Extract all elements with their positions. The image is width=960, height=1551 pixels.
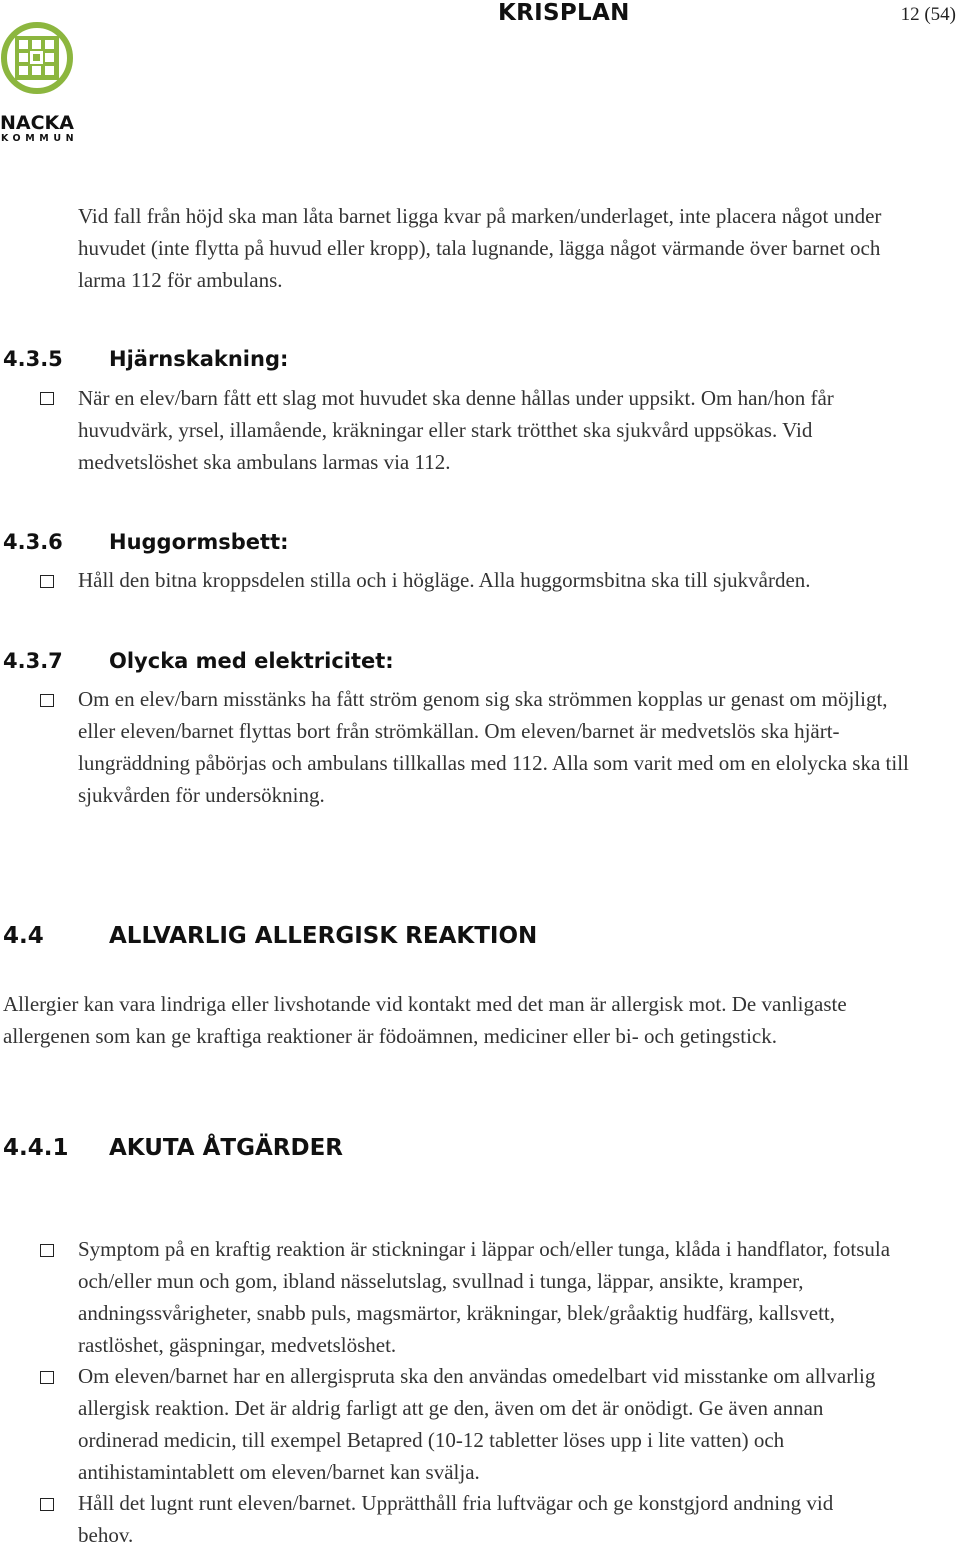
checkbox-bullet-icon bbox=[40, 1371, 54, 1384]
heading-number: 4.4 bbox=[3, 923, 44, 949]
list-item: Om eleven/barnet har en allergispruta ska den användas omedelbart vid misstanke om allvarlig allergisk reaktion. Det är aldrig farligt att ge den, även om det är onödigt. Ge även annan ordinerad medicin, till exempel Betapred (10-12 tabletter löses upp i lite vatten) och antihistamintablett om eleven/barnet kan svälja. bbox=[78, 1364, 876, 1484]
intro-paragraph: Vid fall från höjd ska man låta barnet ligga kvar på marken/underlaget, inte placera något under huvudet (inte flytta på huvud eller kropp), tala lugnande, lägga något värmande över barnet och larma 112 för ambulans. bbox=[78, 204, 882, 292]
checkbox-bullet-icon bbox=[40, 392, 54, 405]
list-item: Håll det lugnt runt eleven/barnet. Upprätthåll fria luftvägar och ge konstgjord andning vid behov. bbox=[78, 1491, 834, 1547]
logo-sub: KOMMUN bbox=[1, 133, 79, 144]
list-item: Symptom på en kraftig reaktion är stickningar i läppar och/eller tunga, klåda i handflator, fotsula och/eller mun och gom, ibland nässelutslag, svullnad i tunga, läppar, ansikte, kramper, andningssvårigheter, snabb puls, magsmärtor, kräkningar, blek/gråaktig hudfärg, kallsvett, rastlöshet, gäspningar, medvetslöshet. bbox=[78, 1237, 891, 1357]
hjarnskakning-text: När en elev/barn fått ett slag mot huvudet ska denne hållas under uppsikt. Om han/hon får huvudvärk, yrsel, illamående, kräkningar eller stark trötthet ska sjukvård uppsökas. Vid medvetslöshet ska ambulans larmas via 112. bbox=[78, 386, 834, 474]
heading-number: 4.3.6 bbox=[3, 530, 63, 554]
checkbox-bullet-icon bbox=[40, 1244, 54, 1257]
heading-text: Olycka med elektricitet: bbox=[109, 649, 394, 673]
checkbox-bullet-icon bbox=[40, 1498, 54, 1511]
heading-text: ALLVARLIG ALLERGISK REAKTION bbox=[109, 923, 538, 949]
heading-number: 4.3.5 bbox=[3, 347, 63, 371]
nacka-emblem-icon bbox=[0, 20, 74, 96]
heading-text: Hjärnskakning: bbox=[109, 347, 289, 371]
logo-name: NACKA bbox=[0, 112, 74, 134]
checkbox-bullet-icon bbox=[40, 575, 54, 588]
document-title: KRISPLAN bbox=[498, 0, 630, 26]
heading-text: AKUTA ÅTGÄRDER bbox=[109, 1135, 343, 1161]
nacka-kommun-logo bbox=[0, 20, 80, 144]
heading-number: 4.4.1 bbox=[3, 1135, 69, 1161]
checkbox-bullet-icon bbox=[40, 694, 54, 707]
heading-number: 4.3.7 bbox=[3, 649, 63, 673]
page-number: 12 (54) bbox=[900, 4, 956, 25]
huggormsbett-text: Håll den bitna kroppsdelen stilla och i högläge. Alla huggormsbitna ska till sjukvården. bbox=[78, 568, 811, 592]
elektricitet-text: Om en elev/barn misstänks ha fått ström genom sig ska strömmen kopplas ur genast om möjligt, eller eleven/barnet flyttas bort från strömkällan. Om eleven/barnet är medvetslös ska hjärt-lungräddning påbörjas och ambulans tillkallas med 112. Alla som varit med om en elolycka ska till sjukvården för undersökning. bbox=[78, 687, 909, 807]
allergi-paragraph: Allergier kan vara lindriga eller livshotande vid kontakt med det man är allergisk mot. De vanligaste allergenen som kan ge kraftiga reaktioner är födoämnen, mediciner eller bi- och getingstick. bbox=[3, 992, 847, 1048]
heading-text: Huggormsbett: bbox=[109, 530, 289, 554]
